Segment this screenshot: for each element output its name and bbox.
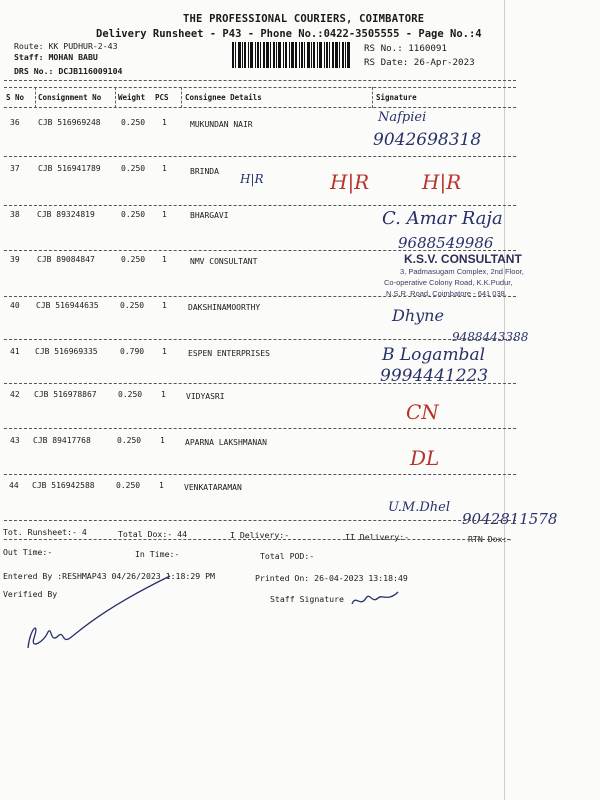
row-pcs: 1 — [162, 118, 167, 127]
row-consignment: CJB 516941789 — [38, 164, 101, 173]
row-consignee: NMV CONSULTANT — [190, 257, 258, 266]
tot-runsheet: Tot. Runsheet:- 4 — [3, 527, 87, 537]
divider — [4, 520, 516, 521]
staff-signature-label: Staff Signature — [270, 594, 344, 604]
row-weight: 0.250 — [118, 390, 143, 399]
company-stamp — [370, 250, 550, 310]
row-consignee: ESPEN ENTERPRISES — [188, 349, 270, 358]
row-signature: Nafpiei — [378, 110, 427, 125]
out-time: Out Time:- — [3, 547, 53, 557]
col-header-sno: S No — [6, 93, 25, 102]
scan-edge-line — [504, 0, 505, 800]
row-signature-mark: H|R — [330, 170, 370, 194]
row-consignment: CJB 516969248 — [38, 118, 101, 127]
divider — [4, 539, 510, 540]
barcode — [232, 42, 356, 68]
ii-delivery: II Delivery:- — [345, 532, 410, 542]
row-signature-phone: 9488443388 — [452, 330, 529, 344]
entered-by: Entered By :RESHMAP43 04/26/2023 1:18:29 PM — [3, 571, 215, 581]
divider — [4, 383, 516, 384]
stamp-line: 3, Padmasugam Complex, 2nd Floor, — [400, 267, 524, 276]
row-consignee: DAKSHINAMOORTHY — [188, 303, 261, 312]
row-sno: 42 — [10, 390, 20, 399]
row-signature: H|R — [240, 172, 264, 186]
row-signature-phone: 9042698318 — [373, 130, 482, 150]
row-weight: 0.250 — [121, 118, 146, 127]
row-weight: 0.250 — [120, 301, 145, 310]
row-signature-phone: 9688549986 — [398, 234, 494, 252]
divider — [4, 80, 516, 81]
row-sno: 38 — [10, 210, 20, 219]
in-time: In Time:- — [135, 549, 180, 559]
rtn-dox: RTN Dox:- — [468, 534, 513, 544]
company-title: THE PROFESSIONAL COURIERS, COIMBATORE — [183, 13, 425, 25]
row-signature-mark: DL — [410, 446, 440, 470]
row-consignee: APARNA LAKSHMANAN — [185, 438, 267, 447]
row-consignment: CJB 516942588 — [32, 481, 95, 490]
row-consignment: CJB 89084847 — [37, 255, 95, 264]
row-consignment: CJB 516969335 — [35, 347, 98, 356]
divider — [4, 296, 516, 297]
staff-text: Staff: MOHAN BABU — [14, 52, 98, 62]
col-header-weight: Weight — [118, 93, 146, 102]
row-consignment: CJB 516978867 — [34, 390, 97, 399]
divider — [4, 205, 516, 206]
row-weight: 0.250 — [121, 164, 146, 173]
row-pcs: 1 — [162, 164, 167, 173]
route-text: Route: KK PUDHUR-2-43 — [14, 41, 118, 51]
row-sno: 43 — [10, 436, 20, 445]
printed-on: Printed On: 26-04-2023 13:18:49 — [255, 573, 408, 583]
col-header-consignee: Consignee Details — [185, 93, 262, 102]
row-pcs: 1 — [161, 390, 166, 399]
row-sno: 37 — [10, 164, 20, 173]
column-divider — [35, 87, 36, 108]
row-signature-phone: 9042811578 — [462, 510, 558, 528]
row-signature: Dhyne — [392, 306, 444, 325]
stamp-line: Co-operative Colony Road, K.K.Pudur, — [384, 278, 513, 287]
divider — [4, 156, 516, 157]
staff-signature-mark — [348, 586, 408, 610]
row-pcs: 1 — [160, 436, 165, 445]
col-header-signature: Signature — [376, 93, 417, 102]
divider — [4, 474, 516, 475]
row-signature-mark: CN — [406, 400, 439, 424]
divider — [4, 107, 516, 108]
verified-by: Verified By — [3, 589, 58, 599]
rs-number: RS No.: 1160091 — [364, 43, 447, 54]
row-pcs: 1 — [159, 481, 164, 490]
row-sno: 39 — [10, 255, 20, 264]
runsheet-subtitle: Delivery Runsheet - P43 - Phone No.:0422-3505555 - Page No.:4 — [96, 28, 482, 40]
row-weight: 0.790 — [120, 347, 145, 356]
total-pod: Total POD:- — [260, 551, 315, 561]
col-header-consignment: Consignment No — [38, 93, 102, 102]
row-consignee: VIDYASRI — [186, 392, 225, 401]
divider — [4, 87, 516, 88]
row-signature: B Logambal — [382, 345, 486, 365]
stamp-line: N.S.R. Road, Coimbatore - 641 038. — [386, 289, 507, 298]
row-pcs: 1 — [162, 210, 167, 219]
divider — [4, 339, 516, 340]
stamp-name: K.S.V. CONSULTANT — [404, 252, 522, 266]
drs-number: DRS No.: DCJB116009104 — [14, 66, 123, 76]
verified-signature — [20, 570, 180, 660]
row-consignee: BHARGAVI — [190, 211, 229, 220]
column-divider — [181, 87, 182, 108]
row-sno: 44 — [9, 481, 19, 490]
row-signature-phone: 9994441223 — [380, 366, 489, 386]
divider — [4, 428, 516, 429]
row-sno: 41 — [10, 347, 20, 356]
row-consignee: BRINDA — [190, 167, 219, 176]
rs-date: RS Date: 26-Apr-2023 — [364, 57, 475, 68]
row-pcs: 1 — [162, 301, 167, 310]
row-consignment: CJB 89324819 — [37, 210, 95, 219]
total-dox: Total Dox:- 44 — [118, 529, 188, 539]
row-consignee: VENKATARAMAN — [184, 483, 242, 492]
col-header-pcs: PCS — [155, 93, 169, 102]
row-sno: 36 — [10, 118, 20, 127]
row-weight: 0.250 — [121, 255, 146, 264]
row-consignment: CJB 89417768 — [33, 436, 91, 445]
row-weight: 0.250 — [116, 481, 141, 490]
row-consignee: MUKUNDAN NAIR — [190, 120, 253, 129]
row-sno: 40 — [10, 301, 20, 310]
row-consignment: CJB 516944635 — [36, 301, 99, 310]
row-signature-mark: H|R — [422, 170, 462, 194]
column-divider — [372, 87, 373, 108]
row-weight: 0.250 — [117, 436, 142, 445]
column-divider — [115, 87, 116, 108]
row-pcs: 1 — [162, 347, 167, 356]
row-pcs: 1 — [162, 255, 167, 264]
i-delivery: I Delivery:- — [230, 530, 290, 540]
row-weight: 0.250 — [121, 210, 146, 219]
row-signature: C. Amar Raja — [382, 208, 503, 229]
row-signature: U.M.Dhel — [388, 500, 450, 515]
